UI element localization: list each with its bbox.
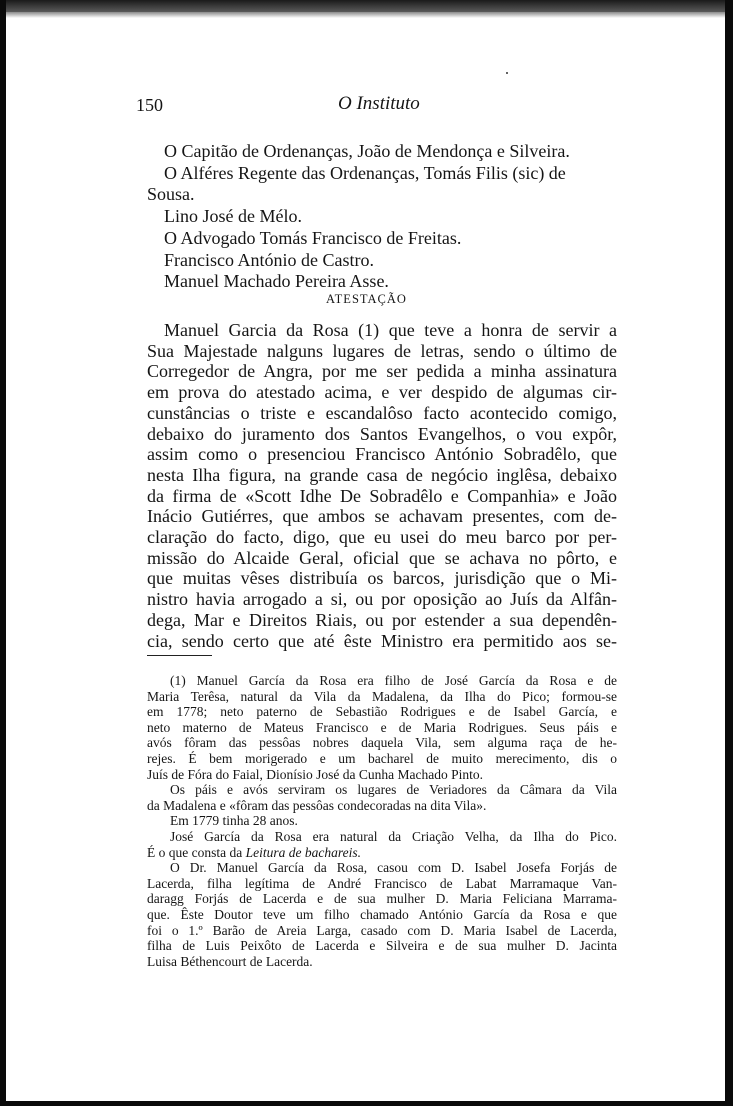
body-line: nistro havia arrogado a si, ou por oposição ao Juís da Alfân- — [147, 589, 617, 610]
footnote-line: Maria Terêsa, natural da Vila da Madalena, da Ilha do Pico; formou-se — [147, 688, 617, 704]
body-line: Manuel Garcia da Rosa (1) que teve a honra de servir a — [164, 320, 617, 340]
body-line: dega, Mar e Direitos Riais, ou por estender a sua dependên- — [147, 609, 617, 630]
body-line: cunstâncias o triste e escandalôso facto acontecido comigo, — [147, 402, 617, 423]
signatories-list — [147, 141, 617, 293]
body-line: em prova do atestado acima, e ver despido de algumas cir- — [147, 382, 617, 403]
footnote-line-with-title — [147, 845, 617, 861]
footnote-line: em 1778; neto paterno de Sebastião Rodrigues e de Isabel García, e — [147, 704, 617, 720]
section-title: ATESTAÇÃO — [326, 292, 407, 306]
footnote-line: Juís de Fóra do Faial, Dionísio José da Cunha Machado Pinto. — [147, 766, 483, 782]
signatory-line: O Advogado Tomás Francisco de Freitas. — [164, 227, 462, 248]
body-line: Inácio Gutiérres, que ambos se achavam presentes, com de- — [147, 506, 617, 527]
signatory-line: Manuel Machado Pereira Asse. — [164, 271, 389, 292]
running-title: O Instituto — [338, 93, 420, 114]
footnote-line: O Dr. Manuel García da Rosa, casou com D. Isabel Josefa Forjás de — [170, 860, 617, 876]
footnote-line: que. Êste Doutor teve um filho chamado António García da Rosa e que — [147, 906, 617, 922]
body-line: da firma de «Scott Idhe De Sobradêlo e Companhia» e João — [147, 485, 617, 506]
footnote-line: avós fôram das pessôas nobres daquela Vila, sem alguma raça de he- — [147, 735, 617, 751]
body-line: Sua Majestade nalguns lugares de letras, sendo o último de — [147, 340, 617, 361]
footnote-line: Lacerda, filha legítima de André Francisco de Labat Marramaque Van- — [147, 875, 617, 891]
body-line: Corregedor de Angra, por me ser pedida a minha assinatura — [147, 361, 617, 382]
footnote-line: Em 1779 tinha 28 anos. — [170, 813, 298, 829]
footnote-line: (1) Manuel García da Rosa era filho de José García da Rosa e de — [170, 673, 617, 688]
footnote-line: Os páis e avós serviram os lugares de Veriadores da Câmara da Vila — [170, 782, 617, 798]
body-line: que muitas vêses distribuía os barcos, jurisdição que o Mi- — [147, 568, 617, 589]
footnotes — [147, 673, 617, 969]
body-line: assim como o presenciou Francisco António Sobradêlo, que — [147, 444, 617, 465]
footnote-line: neto materno de Mateus Francisco e de Maria Rodrigues. Seus páis e — [147, 719, 617, 735]
footnote-text: É o que consta da — [147, 844, 243, 860]
footnote-rule — [147, 655, 212, 656]
body-line: cia, sendo certo que até êste Ministro era permitido aos se- — [147, 630, 617, 651]
body-line: claração do facto, digo, que eu usei do meu barco por per- — [147, 527, 617, 548]
footnote-line: rejes. É bem morigerado e um bacharel de muito merecimento, dis o — [147, 750, 617, 766]
footnote-line: filha de Luis Peixôto de Lacerda e Silveira e de sua mulher D. Jacinta — [147, 938, 617, 954]
signatory-line: O Capitão de Ordenanças, João de Mendonça e Silveira. — [164, 141, 570, 161]
signatory-line: Sousa. — [147, 184, 195, 205]
signatory-line: Francisco António de Castro. — [164, 249, 374, 270]
attestation-body — [147, 320, 617, 651]
body-line: missão do Alcaide Geral, oficial que se achava no pôrto, e — [147, 547, 617, 568]
footnote-line: Luisa Béthencourt de Lacerda. — [147, 953, 313, 969]
footnote-line: José García da Rosa era natural da Criação Velha, da Ilha do Pico. — [170, 828, 617, 844]
footnote-line: foi o 1.º Barão de Areia Larga, casado com D. Maria Isabel de Lacerda, — [147, 922, 617, 938]
page-number: 150 — [136, 95, 163, 115]
footnote-line: da Madalena e «fôram das pessôas condecoradas na dita Vila». — [147, 797, 487, 813]
signatory-line: Lino José de Mélo. — [164, 206, 302, 227]
body-line: debaixo do juramento dos Santos Evangelhos, o vou expôr, — [147, 423, 617, 444]
body-line: nesta Ilha figura, na grande casa de negócio inglêsa, debaixo — [147, 464, 617, 485]
book-title: Leitura de bachareis. — [245, 844, 361, 860]
footnote-line: daragg Forjás de Lacerda e de sua mulher D. Maria Feliciana Marrama- — [147, 891, 617, 907]
signatory-line: O Alféres Regente das Ordenanças, Tomás Filis (sic) de — [164, 162, 566, 183]
